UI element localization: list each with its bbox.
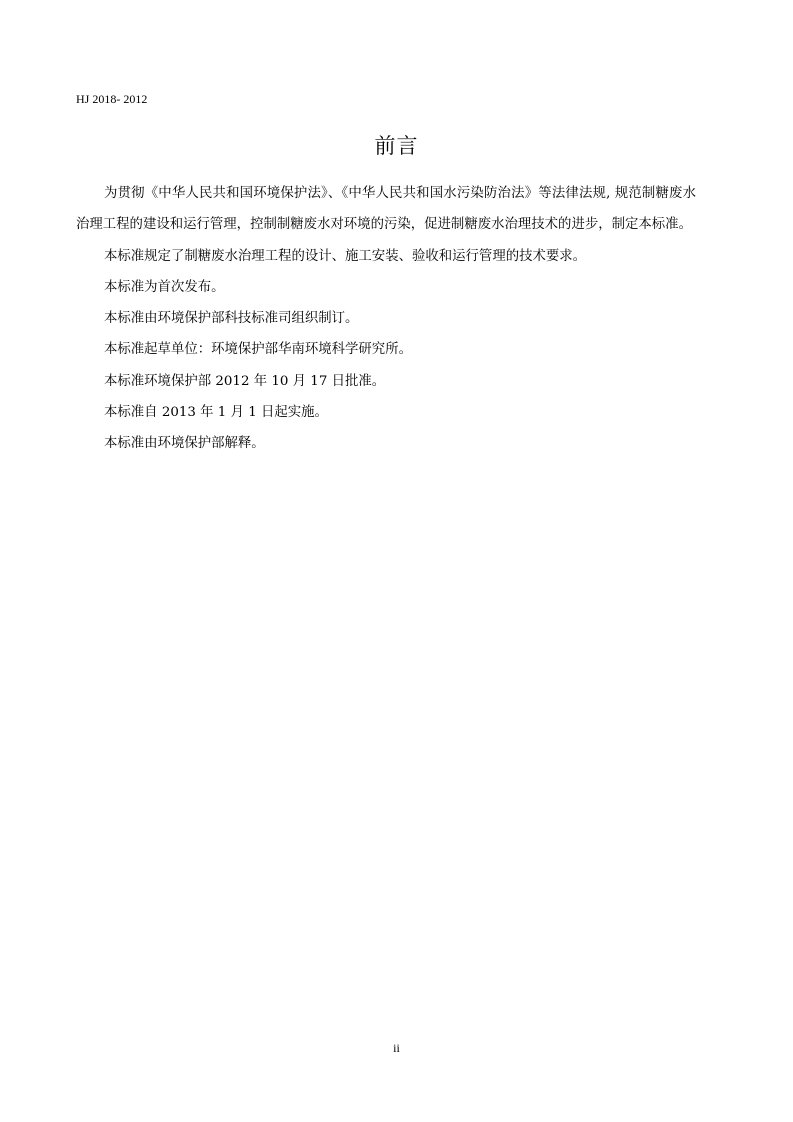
paragraph-scope: 本标准规定了制糖废水治理工程的设计、施工安装、验收和运行管理的技术要求。 xyxy=(104,248,587,264)
page-number: ii xyxy=(393,1041,400,1055)
paragraph-organizer: 本标准由环境保护部科技标准司组织制订。 xyxy=(104,311,359,327)
document-code: HJ 2018- 2012 xyxy=(76,92,148,106)
foreword-body xyxy=(76,178,696,460)
paragraph-drafter: 本标准起草单位：环境保护部华南环境科学研究所。 xyxy=(104,342,412,358)
paragraph-interpretation: 本标准由环境保护部解释。 xyxy=(104,436,265,452)
paragraph-purpose: 为贯彻《中华人民共和国环境保护法》、《中华人民共和国水污染防治法》等法律法规, 规范制糖废水治理工程的建设和运行管理，控制制糖废水对环境的污染，促进制糖废水治理技术的进步，制定本标准。 xyxy=(76,186,696,233)
paragraph-approval: 本标准环境保护部 2012 年 10 月 17 日批准。 xyxy=(104,373,386,389)
paragraph-effective-date: 本标准自 2013 年 1 月 1 日起实施。 xyxy=(104,405,328,421)
page-title: 前言 xyxy=(374,134,419,158)
paragraph-first-release: 本标准为首次发布。 xyxy=(104,279,225,295)
